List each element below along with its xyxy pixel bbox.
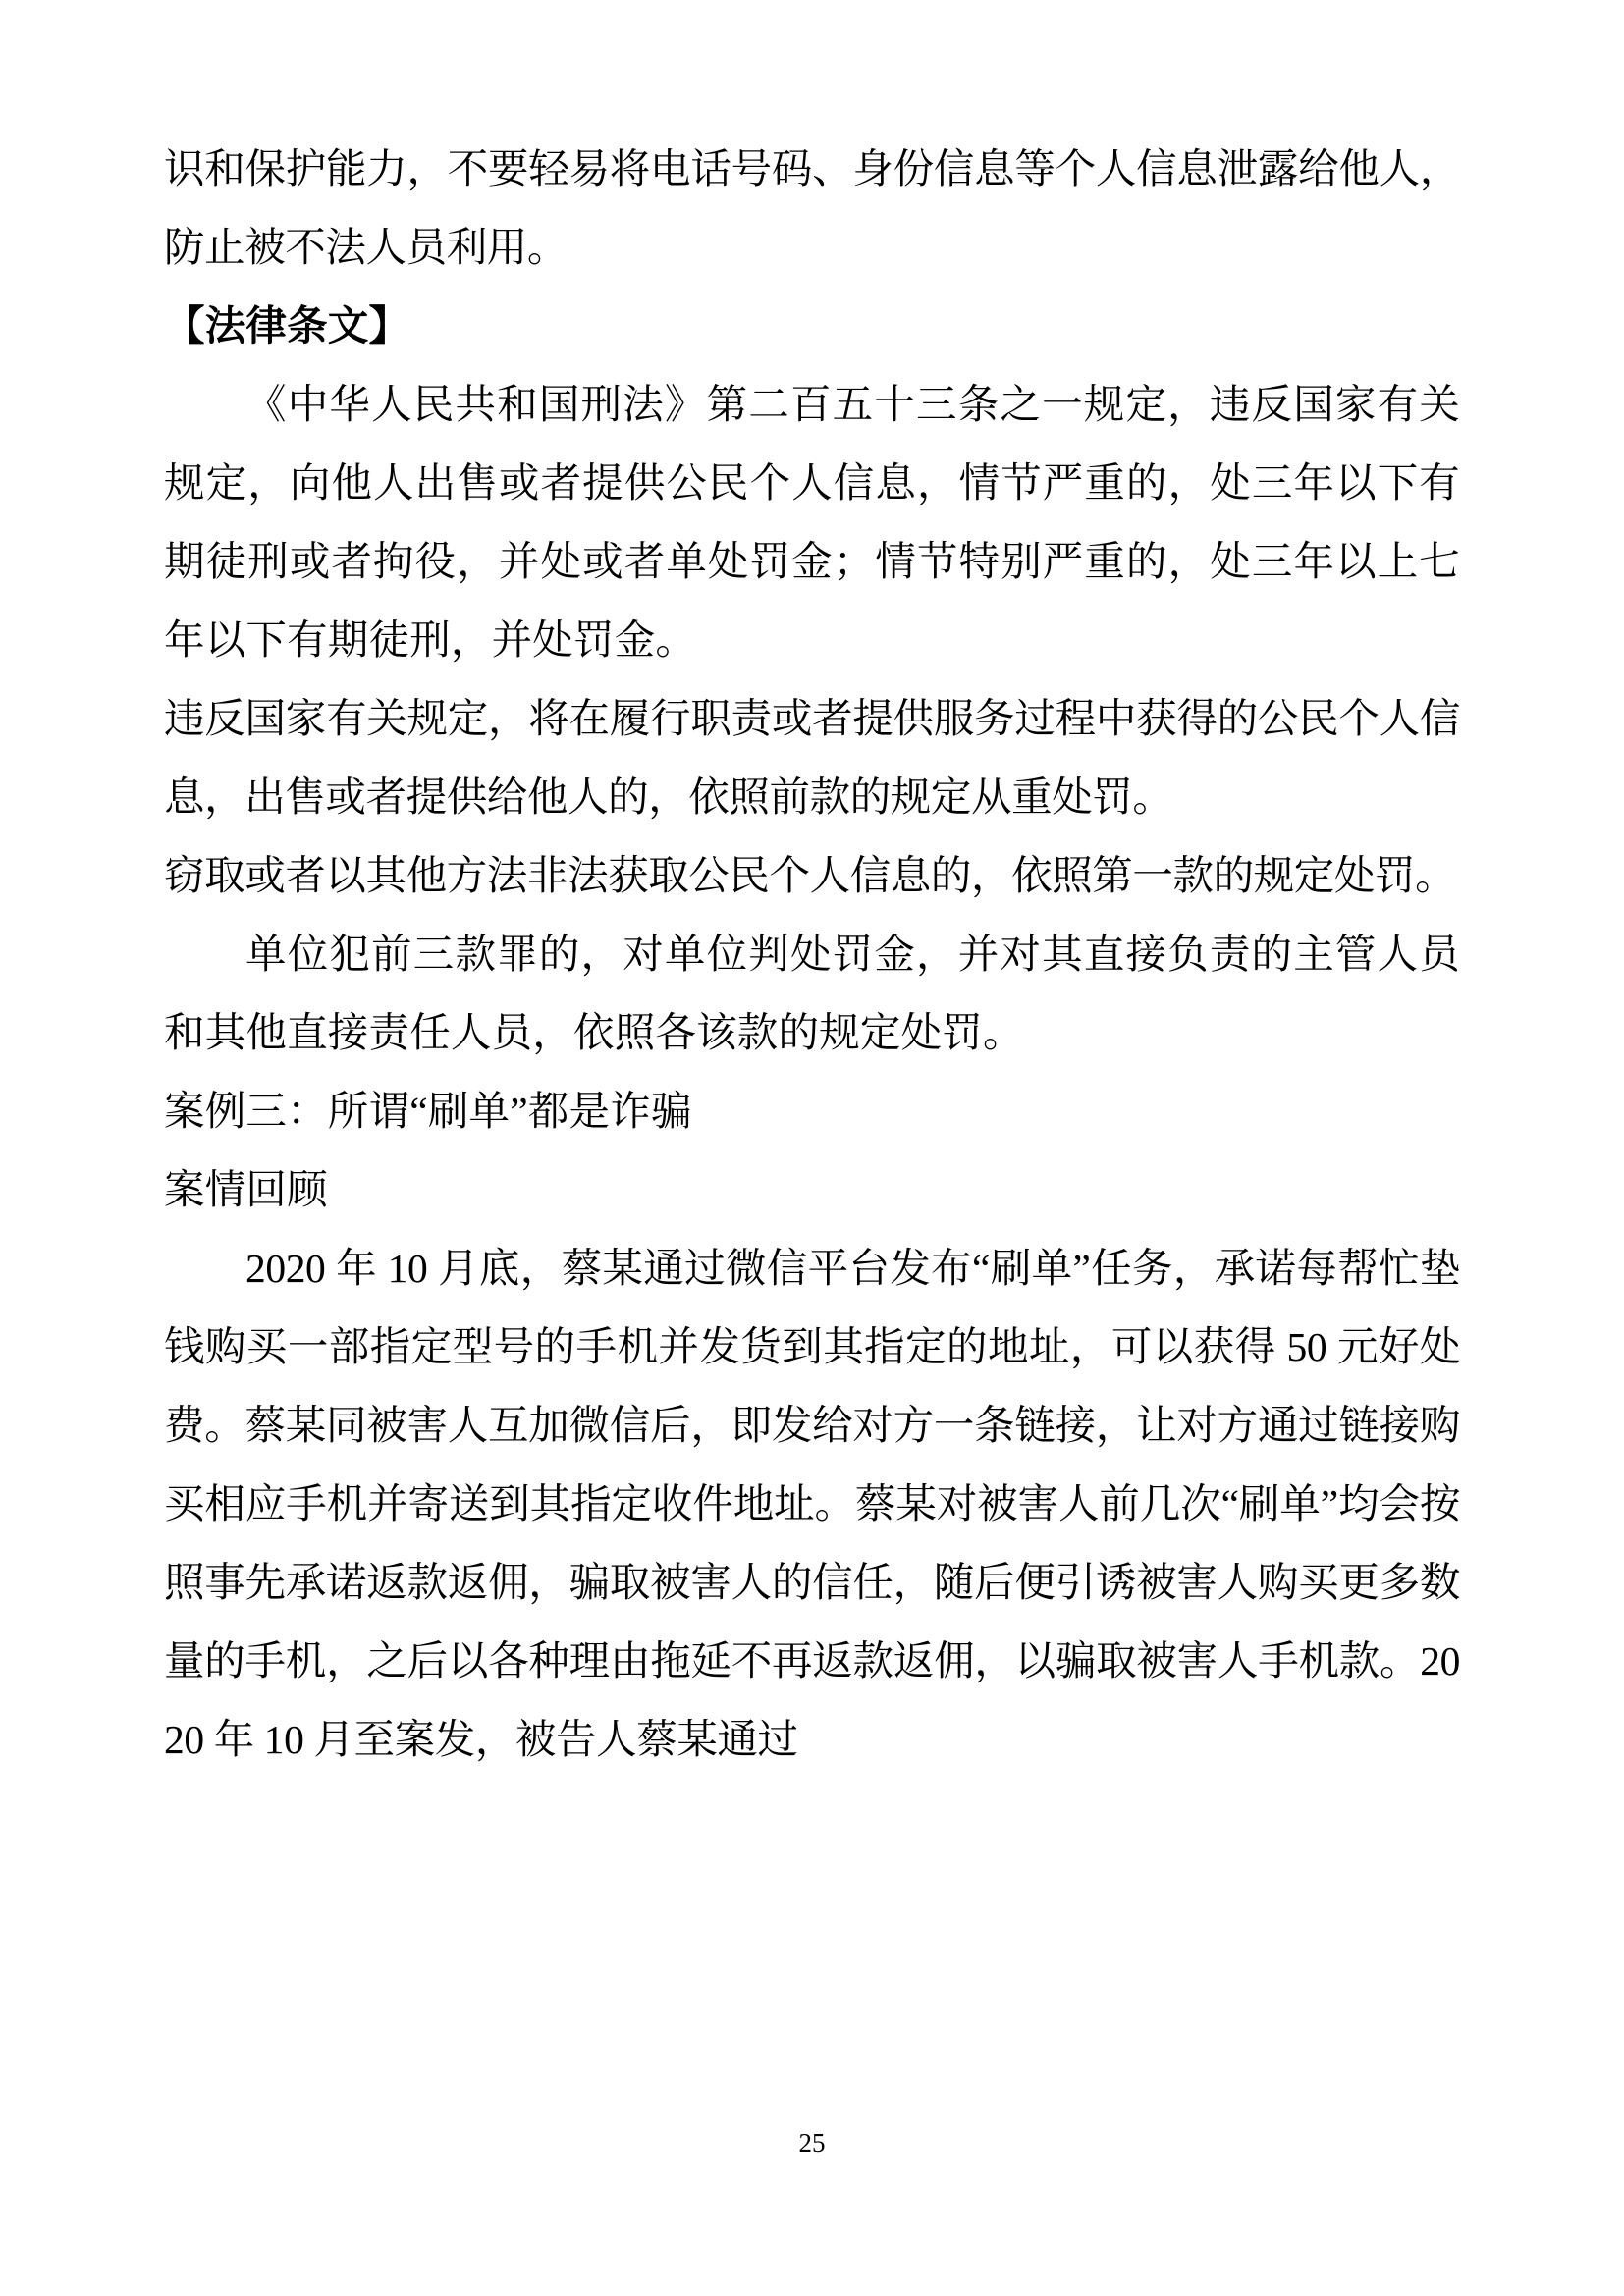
paragraph-continued-advice: 识和保护能力，不要轻易将电话号码、身份信息等个人信息泄露给他人，防止被不法人员利用。 (164, 146, 1460, 270)
paragraph-criminal-law-253: 《中华人民共和国刑法》第二百五十三条之一规定，违反国家有关规定，向他人出售或者提供公民个人信息，情节严重的，处三年以下有期徒刑或者拘役，并处或者单处罚金；情节特别严重的，处三年以上七年以下有期徒刑，并处罚金。 (164, 382, 1460, 663)
paragraph-clause-three: 窃取或者以其他方法非法获取公民个人信息的，依照第一款的规定处罚。 (164, 853, 1456, 898)
paragraph-clause-two: 违反国家有关规定，将在履行职责或者提供服务过程中获得的公民个人信息，出售或者提供给他人的，依照前款的规定从重处罚。 (164, 696, 1460, 820)
page-number: 25 (798, 2128, 826, 2158)
heading-case-three: 案例三：所谓“刷单”都是诈骗 (164, 1089, 692, 1134)
paragraph-case-narrative: 2020 年 10 月底，蔡某通过微信平台发布“刷单”任务，承诺每帮忙垫钱购买一部指定型号的手机并发货到其指定的地址，可以获得 50 元好处费。蔡某同被害人互加微信后，即发给对方一条链接，让对方通过链接购买相应手机并寄送到其指定收件地址。蔡某对被害人前几次“刷单”均会按照事先承诺返款返佣，骗取被害人的信任，随后便引诱被害人购买更多数量的手机，之后以各种理由拖延不再返款返佣，以骗取被害人手机款。2020 年 10 月至案发，被告人蔡某通过 (164, 1246, 1460, 1762)
paragraph-clause-four: 单位犯前三款罪的，对单位判处罚金，并对其直接负责的主管人员和其他直接责任人员，依照各该款的规定处罚。 (164, 932, 1460, 1055)
heading-case-review: 案情回顾 (164, 1167, 328, 1212)
heading-legal-provisions: 【法律条文】 (164, 303, 410, 348)
page-content (164, 130, 1460, 1779)
